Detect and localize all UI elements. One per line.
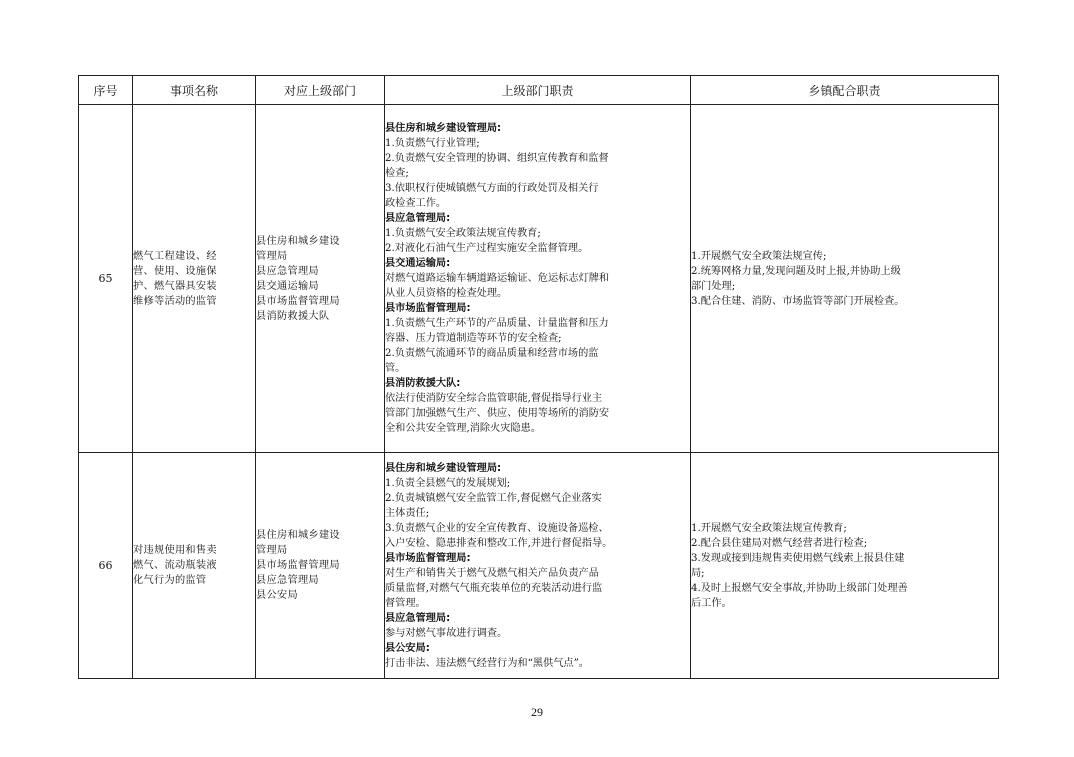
- duty-dept-heading: 县应急管理局:: [385, 213, 451, 224]
- dept-line: 县应急管理局: [256, 265, 319, 277]
- town-duty-line: 后工作。: [691, 597, 732, 609]
- duty-line: 1.负责燃气行业管理;: [385, 138, 480, 149]
- duty-line: 3.负责燃气企业的安全宣传教育、设施设备巡检、: [385, 522, 609, 534]
- table-row: [79, 105, 999, 453]
- duty-dept-heading: 县消防救援大队:: [385, 378, 461, 389]
- table-header-row: [79, 76, 999, 105]
- header-superior-duties: 上级部门职责: [385, 76, 691, 105]
- dept-line: 县公安局: [256, 590, 298, 601]
- duty-line: 政检查工作。: [385, 198, 447, 209]
- dept-line: 县住房和城乡建设: [256, 530, 340, 541]
- duty-dept-heading: 县住房和城乡建设管理局:: [385, 462, 502, 474]
- responsibility-table: [78, 75, 999, 679]
- town-duties-cell: [691, 453, 999, 679]
- dept-line: 县住房和城乡建设: [256, 235, 340, 247]
- duty-line: 主体责任;: [385, 507, 430, 519]
- item-name-line: 燃气工程建设、经: [133, 250, 217, 262]
- town-duty-line: 4.及时上报燃气安全事故,并协助上级部门处理善: [691, 582, 908, 594]
- dept-line: 县市场监督管理局: [256, 295, 340, 307]
- superior-duties-cell: [385, 105, 691, 453]
- duty-dept-heading: 县交通运输局:: [385, 258, 451, 269]
- dept-line: 管理局: [256, 250, 288, 262]
- duty-line: 1.负责燃气生产环节的产品质量、计量监督和压力: [385, 318, 609, 329]
- dept-line: 县市场监督管理局: [256, 560, 340, 571]
- duty-line: 管。: [385, 363, 406, 374]
- town-duty-line: 3.发现或接到违规售卖使用燃气线索上报县住建: [691, 552, 905, 564]
- header-town-duties: 乡镇配合职责: [691, 76, 999, 105]
- header-item-name: 事项名称: [133, 76, 256, 105]
- dept-line: 县消防救援大队: [256, 310, 330, 322]
- duty-dept-heading: 县住房和城乡建设管理局:: [385, 123, 502, 134]
- item-name-line: 燃气、流动瓶装液: [133, 560, 217, 571]
- dept-line: 县交通运输局: [256, 280, 319, 292]
- duty-line: 检查;: [385, 168, 409, 179]
- row-number: 66: [79, 453, 133, 679]
- town-duty-line: 3.配合住建、消防、市场监管等部门开展检查。: [691, 295, 905, 307]
- item-name-cell: [133, 105, 256, 453]
- row-number: 65: [79, 105, 133, 453]
- duty-line: 质量监督,对燃气气瓶充装单位的充装活动进行监: [385, 582, 603, 594]
- duty-dept-heading: 县应急管理局:: [385, 612, 451, 624]
- duty-line: 对生产和销售关于燃气及燃气相关产品负责产品: [385, 567, 599, 579]
- header-superior-dept: 对应上级部门: [256, 76, 385, 105]
- dept-line: 管理局: [256, 545, 288, 556]
- duty-line: 对燃气道路运输车辆道路运输证、危运标志灯牌和: [385, 273, 610, 284]
- duty-line: 管部门加强燃气生产、供应、使用等场所的消防安: [385, 408, 610, 419]
- town-duty-line: 1.开展燃气安全政策法规宣传教育;: [691, 522, 847, 534]
- duty-dept-heading: 县公安局:: [385, 642, 430, 654]
- page-number: 29: [531, 705, 543, 719]
- superior-duties-cell: [385, 453, 691, 679]
- duty-line: 2.负责城镇燃气安全监管工作,督促燃气企业落实: [385, 492, 602, 504]
- duty-line: 督管理。: [385, 597, 426, 609]
- item-name-cell: [133, 453, 256, 679]
- duty-line: 容器、压力管道制造等环节的安全检查;: [385, 333, 562, 344]
- town-duty-line: 2.统筹网格力量,发现问题及时上报,并协助上级: [691, 265, 901, 277]
- duty-line: 入户安检、隐患排查和整改工作,并进行督促指导。: [385, 537, 613, 549]
- duty-line: 1.负责全县燃气的发展规划;: [385, 477, 511, 489]
- dept-cell: [256, 453, 385, 679]
- duty-line: 全和公共安全管理,消除火灾隐患。: [385, 423, 542, 434]
- duty-line: 3.依职权行使城镇燃气方面的行政处罚及相关行: [385, 183, 599, 194]
- item-name-line: 对违规使用和售卖: [133, 545, 217, 556]
- duty-dept-heading: 县市场监督管理局:: [385, 552, 471, 564]
- duty-line: 依法行使消防安全综合监管职能,督促指导行业主: [385, 393, 603, 404]
- duty-dept-heading: 县市场监督管理局:: [385, 303, 471, 314]
- duty-line: 1.负责燃气安全政策法规宣传教育;: [385, 228, 541, 239]
- item-name-line: 营、使用、设施保: [133, 265, 217, 277]
- duty-line: 2.对液化石油气生产过程实施安全监督管理。: [385, 243, 589, 254]
- town-duties-cell: [691, 105, 999, 453]
- town-duty-line: 1.开展燃气安全政策法规宣传;: [691, 250, 827, 262]
- duty-line: 从业人员资格的检查处理。: [385, 288, 508, 299]
- town-duty-line: 部门处理;: [691, 280, 736, 292]
- duty-line: 参与对燃气事故进行调查。: [385, 627, 508, 639]
- table-row: [79, 453, 999, 679]
- item-name-line: 护、燃气器具安装: [133, 280, 217, 292]
- duty-line: 打击非法、违法燃气经营行为和“黑供气点”。: [385, 657, 589, 669]
- header-serial: 序号: [79, 76, 133, 105]
- item-name-line: 化气行为的监管: [133, 575, 207, 586]
- duty-line: 2.负责燃气流通环节的商品质量和经营市场的监: [385, 348, 599, 359]
- dept-cell: [256, 105, 385, 453]
- town-duty-line: 局;: [691, 567, 705, 579]
- item-name-line: 维修等活动的监管: [133, 295, 217, 307]
- duty-line: 2.负责燃气安全管理的协调、组织宣传教育和监督: [385, 153, 609, 164]
- town-duty-line: 2.配合县住建局对燃气经营者进行检查;: [691, 537, 868, 549]
- dept-line: 县应急管理局: [256, 575, 319, 586]
